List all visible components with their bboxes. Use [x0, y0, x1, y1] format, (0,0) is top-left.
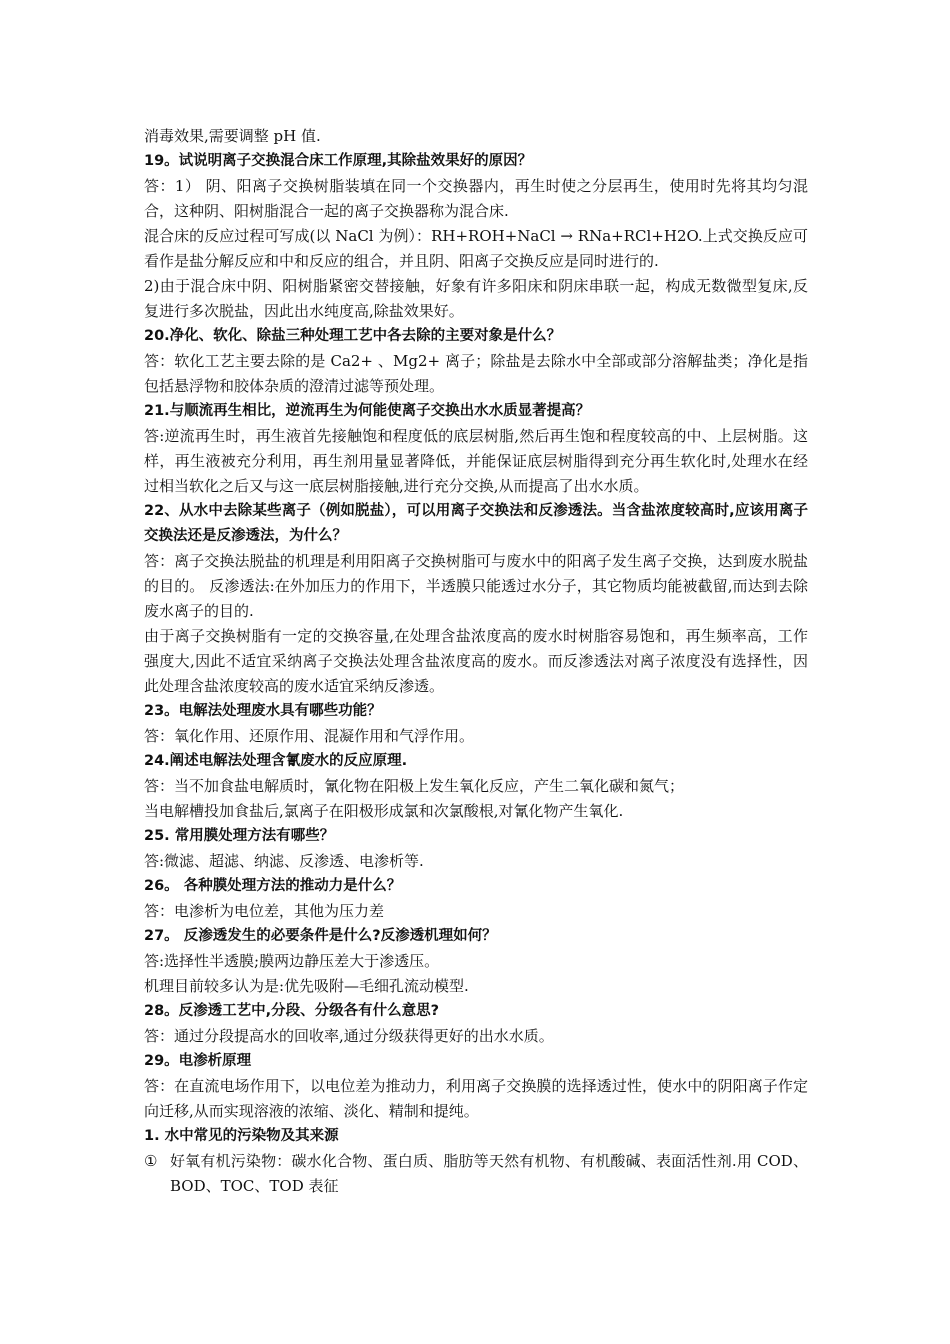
list-item-text: 好氧有机污染物：碳水化合物、蛋白质、脂肪等天然有机物、有机酸碱、表面活性剂.用 COD、BOD、TOC、TOD 表征: [170, 1152, 808, 1195]
question-heading: 23。电解法处理废水具有哪些功能？: [144, 703, 382, 719]
answer-paragraph: 混合床的反应过程可写成(以 NaCl 为例）：RH+ROH+NaCl → RNa+RCl+H2O.上式交换反应可看作是盐分解反应和中和反应的组合，并且阴、阳离子交换反应是同时进行的.: [144, 227, 808, 270]
answer-paragraph: 答：电渗析为电位差，其他为压力差: [144, 902, 385, 920]
question-heading: 20.净化、软化、除盐三种处理工艺中各去除的主要对象是什么？: [144, 328, 562, 344]
question-heading: 21.与顺流再生相比，逆流再生为何能使离子交换出水水质显著提高？: [144, 403, 591, 419]
question-heading: 22、从水中去除某些离子（例如脱盐），可以用离子交换法和反渗透法。当含盐浓度较高时,应该用离子交换法还是反渗透法，为什么？: [144, 503, 808, 544]
question-heading: 19。试说明离子交换混合床工作原理,其除盐效果好的原因？: [144, 153, 533, 169]
question-heading: 29。电渗析原理: [144, 1053, 252, 1069]
document-page: [144, 124, 808, 1199]
answer-paragraph: 答：软化工艺主要去除的是 Ca2+ 、Mg2+ 离子；除盐是去除水中全部或部分溶解盐类；净化是指包括悬浮物和胶体杂质的澄清过滤等预处理。: [144, 352, 808, 395]
answer-paragraph: 答：通过分段提高水的回收率,通过分级获得更好的出水水质。: [144, 1027, 554, 1045]
answer-paragraph: 答:逆流再生时，再生液首先接触饱和程度低的底层树脂,然后再生饱和程度较高的中、上层树脂。这样，再生液被充分利用，再生剂用量显著降低，并能保证底层树脂得到充分再生软化时,处理水在经过相当软化之后又与这一底层树脂接触,进行充分交换,从而提高了出水水质。: [144, 427, 808, 495]
question-heading: 26。 各种膜处理方法的推动力是什么？: [144, 878, 402, 894]
answer-paragraph: 由于离子交换树脂有一定的交换容量,在处理含盐浓度高的废水时树脂容易饱和，再生频率高，工作强度大,因此不适宜采纳离子交换法处理含盐浓度高的废水。而反渗透法对离子浓度没有选择性，因此处理含盐浓度较高的废水适宜采纳反渗透。: [144, 627, 808, 695]
answer-paragraph: 答:选择性半透膜;膜两边静压差大于渗透压。: [144, 952, 440, 970]
answer-paragraph: 消毒效果,需要调整 pH 值.: [144, 127, 321, 145]
answer-paragraph: 答:微滤、超滤、纳滤、反渗透、电渗析等.: [144, 852, 424, 870]
question-heading: 25. 常用膜处理方法有哪些？: [144, 828, 335, 844]
question-heading: 24.阐述电解法处理含氰废水的反应原理.: [144, 753, 408, 769]
answer-paragraph: 答：在直流电场作用下，以电位差为推动力，利用离子交换膜的选择透过性，使水中的阴阳离子作定向迁移,从而实现溶液的浓缩、淡化、精制和提纯。: [144, 1077, 808, 1120]
question-heading: 28。反渗透工艺中,分段、分级各有什么意思?: [144, 1003, 440, 1019]
list-marker: ①: [144, 1152, 158, 1170]
answer-paragraph: 答：1） 阴、阳离子交换树脂装填在同一个交换器内，再生时使之分层再生，使用时先将其均匀混合，这种阴、阳树脂混合一起的离子交换器称为混合床.: [144, 177, 808, 220]
document-body: [144, 124, 808, 1124]
answer-paragraph: 答：氧化作用、还原作用、混凝作用和气浮作用。: [144, 727, 475, 745]
answer-paragraph: 答：离子交换法脱盐的机理是利用阳离子交换树脂可与废水中的阳离子发生离子交换，达到废水脱盐的目的。 反渗透法:在外加压力的作用下，半透膜只能透过水分子，其它物质均能被截留,而达到去除废水离子的目的.: [144, 552, 808, 620]
answer-paragraph: 2)由于混合床中阴、阳树脂紧密交替接触，好象有许多阳床和阴床串联一起，构成无数微型复床,反复进行多次脱盐，因此出水纯度高,除盐效果好。: [144, 277, 808, 320]
question-heading: 27。 反渗透发生的必要条件是什么?反渗透机理如何？: [144, 928, 497, 944]
section-heading: 1. 水中常见的污染物及其来源: [144, 1128, 339, 1144]
list-item: [144, 1149, 808, 1199]
answer-paragraph: 机理目前较多认为是:优先吸附—毛细孔流动模型.: [144, 977, 469, 995]
answer-paragraph: 当电解槽投加食盐后,氯离子在阳极形成氯和次氯酸根,对氰化物产生氧化.: [144, 802, 624, 820]
answer-paragraph: 答：当不加食盐电解质时，氰化物在阳极上发生氧化反应，产生二氧化碳和氮气；: [144, 777, 685, 795]
